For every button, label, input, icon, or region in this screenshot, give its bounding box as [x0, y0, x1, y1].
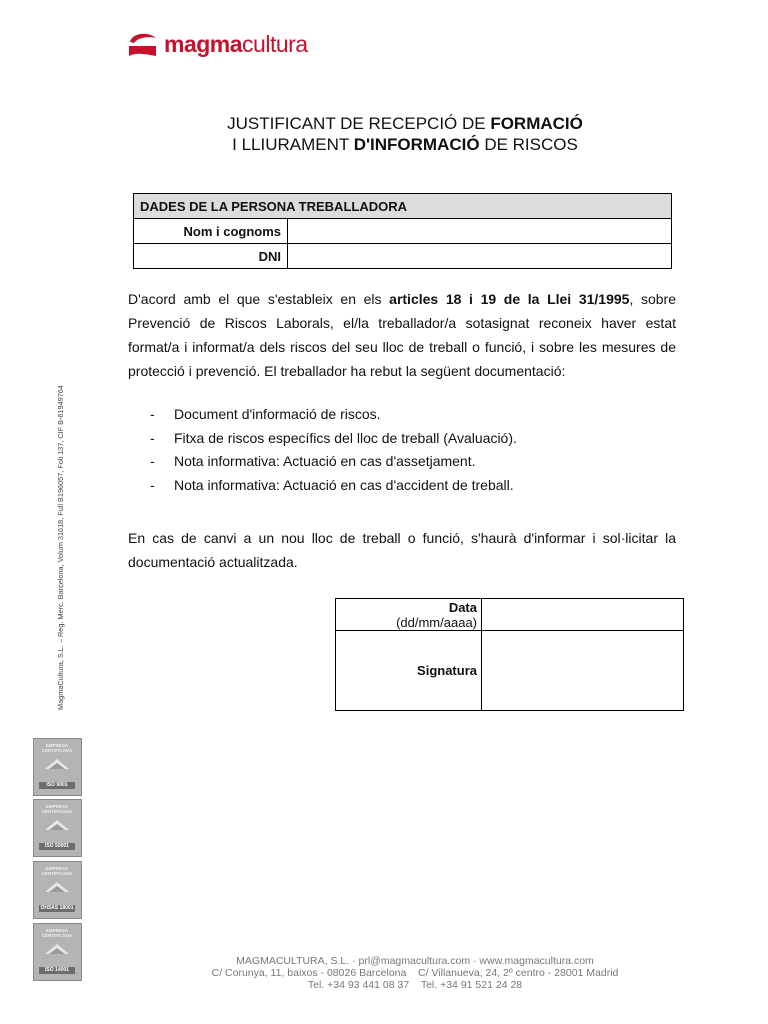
footer-phone-barcelona: Tel. +34 93 441 08 37	[307, 979, 410, 991]
logo-mark-icon	[128, 30, 158, 58]
certification-emblem-icon	[43, 818, 71, 832]
certification-badge	[33, 738, 82, 796]
date-field[interactable]	[482, 599, 684, 631]
dni-field[interactable]	[288, 244, 672, 269]
legal-paragraph-bold: articles 18 i 19 de la Llei 31/1995	[389, 291, 630, 307]
list-dash: -	[150, 429, 155, 446]
badge-code: OHSAS 18001	[40, 905, 74, 911]
page-footer	[160, 955, 670, 991]
badge-caption: EMPRESA CERTIFICADA	[41, 866, 73, 876]
document-title	[0, 113, 768, 155]
logo-wordmark	[164, 30, 308, 57]
list-item	[150, 403, 517, 427]
worker-data-header: DADES DE LA PERSONA TREBALLADORA	[134, 194, 672, 219]
company-logo	[128, 30, 308, 58]
footer-address-madrid: C/ Villanueva, 24, 2º centro - 28001 Madrid	[418, 967, 619, 979]
list-item-text: Document d'informació de riscos.	[174, 406, 381, 422]
title-line-2	[0, 134, 768, 155]
footer-address-barcelona: C/ Corunya, 11, baixos - 08026 Barcelona	[211, 967, 407, 979]
date-row	[336, 599, 684, 631]
title-line1-bold: FORMACIÓ	[490, 114, 583, 133]
footer-addresses	[160, 967, 670, 979]
badge-code: ISO 9001	[39, 782, 75, 789]
name-label: Nom i cognoms	[134, 219, 288, 244]
date-label-cell	[336, 599, 482, 631]
dni-label: DNI	[134, 244, 288, 269]
legal-paragraph-post: , sobre Prevenció de Riscos Laborals, el/la treballador/a sotasignat reconeix haver estat format/a i informat/a dels riscos del seu lloc de treball o funció, i sobre les mesures de protecció i prevenció. El treballador ha rebut la següent documentació:	[128, 291, 676, 379]
logo-word-light: cultura	[242, 30, 308, 57]
list-item	[150, 427, 517, 451]
list-item	[150, 450, 517, 474]
list-item	[150, 474, 517, 498]
title-line-1	[0, 113, 768, 134]
date-format: (dd/mm/aaaa)	[396, 614, 477, 630]
logo-word-bold: magma	[164, 30, 243, 57]
title-line2-text: I LLIURAMENT	[232, 135, 354, 154]
badge-caption: EMPRESA CERTIFICADA	[41, 804, 73, 814]
list-item-text: Nota informativa: Actuació en cas d'accident de treball.	[174, 476, 514, 493]
company-registration-text: MagmaCultura, S.L. – Reg. Merc. Barcelona, Volum 31618, Full B196057, Foli 137, CIF B-61949764	[56, 385, 65, 710]
footer-contact: MAGMACULTURA, S.L. · prl@magmacultura.com · www.magmacultura.com	[236, 955, 594, 967]
badge-caption: EMPRESA CERTIFICADA	[41, 928, 73, 938]
certification-emblem-icon	[43, 880, 71, 894]
list-item-text: Nota informativa: Actuació en cas d'assetjament.	[174, 453, 476, 469]
certification-badge	[33, 923, 82, 981]
title-line1-text: JUSTIFICANT DE RECEPCIÓ DE	[227, 114, 491, 133]
documentation-list	[150, 403, 517, 497]
dni-row	[134, 244, 672, 269]
update-paragraph: En cas de canvi a un nou lloc de treball o funció, s'haurà d'informar i sol·licitar la documentació actualitzada.	[128, 530, 676, 570]
list-item-text: Fitxa de riscos específics del lloc de treball (Avaluació).	[174, 429, 517, 446]
signature-row	[336, 631, 684, 711]
certification-emblem-icon	[43, 942, 71, 956]
title-line2-post: DE RISCOS	[479, 135, 578, 154]
footer-phone-madrid: Tel. +34 91 521 24 28	[420, 979, 523, 991]
name-field[interactable]	[288, 219, 672, 244]
certification-badge	[33, 861, 82, 919]
badge-code: ISO 14001	[39, 967, 75, 974]
list-dash: -	[150, 406, 155, 422]
list-dash: -	[150, 476, 155, 493]
footer-phones	[160, 979, 670, 991]
badge-code: ISO 50001	[39, 843, 75, 850]
worker-data-header-row	[134, 194, 672, 219]
badge-caption: EMPRESA CERTIFICADA	[41, 743, 73, 753]
certification-emblem-icon	[43, 757, 71, 771]
signature-label: Signatura	[336, 631, 482, 711]
signature-field[interactable]	[482, 631, 684, 711]
legal-paragraph-pre: D'acord amb el que s'estableix en els	[128, 291, 390, 307]
worker-data-table	[133, 193, 672, 269]
title-line2-bold: D'INFORMACIÓ	[353, 135, 480, 154]
certification-badge	[33, 799, 82, 857]
list-dash: -	[150, 453, 155, 469]
name-row	[134, 219, 672, 244]
signature-table	[335, 598, 684, 711]
date-label: Data	[448, 599, 477, 615]
legal-paragraph	[128, 287, 676, 383]
